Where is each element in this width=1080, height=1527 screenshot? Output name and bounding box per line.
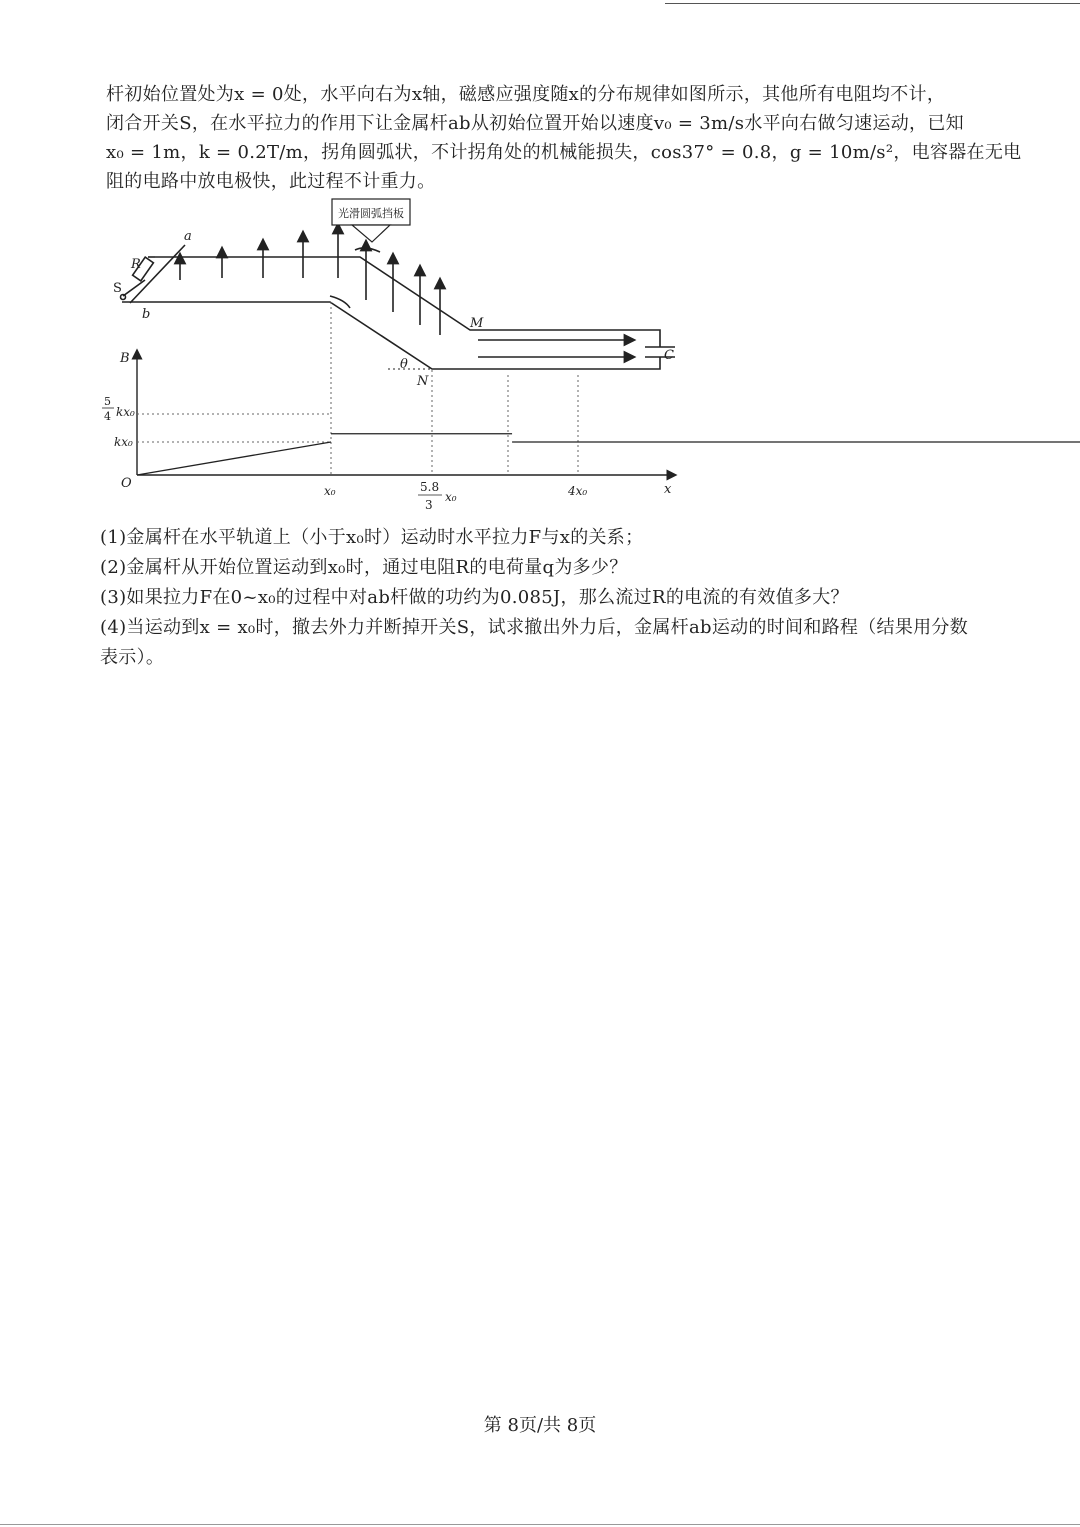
label-N: N <box>417 374 429 389</box>
y-tick-5-4-kx0: kx₀ <box>116 405 135 419</box>
baffle-pointer <box>352 225 390 242</box>
origin-label: O <box>121 476 132 491</box>
label-theta: θ <box>400 357 408 372</box>
intro-line-3: x₀ = 1m，k = 0.2T/m，拐角圆弧状，不计拐角处的机械能损失，cos37° = 0.8，g = 10m/s²，电容器在无电 <box>106 142 1022 163</box>
x-axis-label: x <box>664 482 672 497</box>
baffle-label: 光滑圆弧挡板 <box>338 207 404 220</box>
question-4: (4)当运动到x = x₀时，撤去外力并断掉开关S，试求撤出外力后，金属杆ab运动的时间和路程（结果用分数 <box>100 617 969 638</box>
intro-line-4: 阻的电路中放电极快，此过程不计重力。 <box>106 171 436 192</box>
question-1: (1)金属杆在水平轨道上（小于x₀时）运动时水平拉力F与x的关系； <box>100 527 644 548</box>
x-tick-58-den: 3 <box>425 498 433 512</box>
intro-line-1: 杆初始位置处为x = 0处，水平向右为x轴，磁感应强度随x的分布规律如图所示，其他所有电阻均不计， <box>106 84 946 105</box>
series-1-segment <box>137 442 331 475</box>
bottom-border-line <box>0 1524 1080 1525</box>
x-tick-4x0: 4x₀ <box>568 484 588 498</box>
y-tick-5-4-den: 4 <box>104 410 111 423</box>
label-R: R <box>131 257 141 272</box>
x-tick-x0: x₀ <box>324 484 336 498</box>
question-2: (2)金属杆从开始位置运动到x₀时，通过电阻R的电荷量q为多少？ <box>100 557 628 578</box>
track-diagram <box>121 245 676 369</box>
y-axis-label: B <box>120 351 130 366</box>
field-arrows <box>180 228 630 357</box>
questions <box>100 523 1000 673</box>
lower-rail <box>122 302 660 369</box>
chart-series <box>137 434 1080 475</box>
figure <box>0 0 1080 520</box>
y-tick-kx0: kx₀ <box>114 435 133 449</box>
label-a: a <box>184 229 192 244</box>
b-x-graph <box>102 302 1080 512</box>
corner-arc-lower <box>330 296 350 308</box>
rod-ab <box>130 245 185 303</box>
intro-line-2: 闭合开关S，在水平拉力的作用下让金属杆ab从初始位置开始以速度v₀ = 3m/s水平向右做匀速运动，已知 <box>106 113 964 134</box>
label-b: b <box>142 307 151 322</box>
page-footer: 第 8页/共 8页 <box>483 1415 597 1436</box>
question-3: (3)如果拉力F在0~x₀的过程中对ab杆做的功约为0.085J，那么流过R的电流的有效值多大？ <box>100 587 849 608</box>
label-C: C <box>664 348 674 363</box>
question-4-cont: 表示）。 <box>100 647 165 668</box>
corner-arc-upper <box>355 248 380 252</box>
x-tick-58-x0: x₀ <box>445 490 457 504</box>
label-M: M <box>470 316 484 331</box>
label-S: S <box>113 281 122 296</box>
switch-S <box>123 280 145 296</box>
y-tick-5-4-num: 5 <box>104 395 111 408</box>
x-tick-58-num: 5.8 <box>420 480 440 494</box>
